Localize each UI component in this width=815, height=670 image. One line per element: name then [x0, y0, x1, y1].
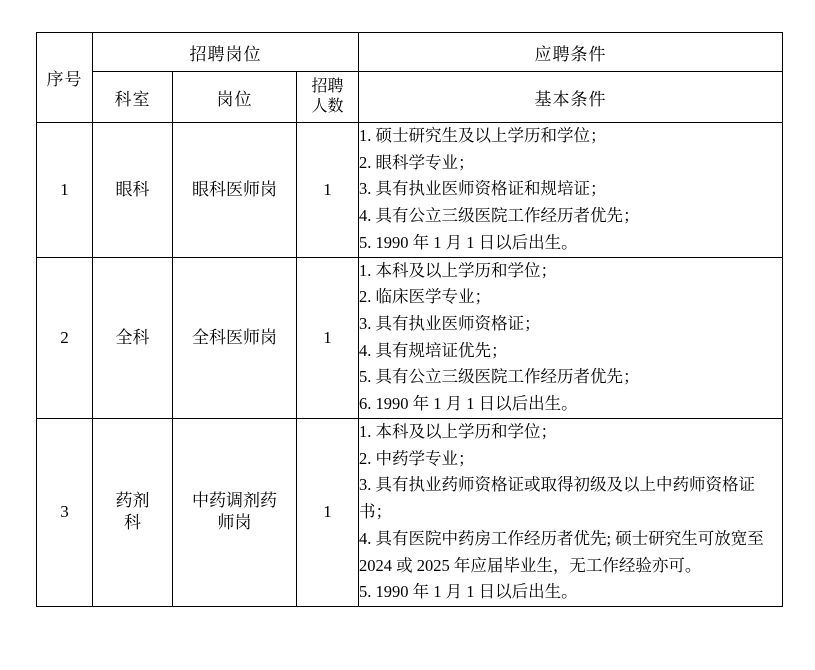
condition-line: 3. 具有执业药师资格证或取得初级及以上中药师资格证书；: [359, 475, 756, 522]
condition-line: 3. 具有执业医师资格证；: [359, 314, 541, 334]
row-count: 1: [297, 257, 359, 418]
condition-line: 5. 具有公立三级医院工作经历者优先；: [359, 367, 640, 387]
row-count: 1: [297, 418, 359, 606]
condition-line: 3. 具有执业医师资格证和规培证；: [359, 179, 607, 199]
row-seq: 3: [37, 418, 93, 606]
row-department: 眼科: [93, 123, 173, 258]
table-row: [37, 257, 783, 418]
row-department: [93, 418, 173, 606]
row-count: 1: [297, 123, 359, 258]
condition-line: 1. 硕士研究生及以上学历和学位；: [359, 126, 607, 145]
condition-line: 5. 1990 年 1 月 1 日以后出生。: [359, 232, 578, 252]
header-group-condition: 应聘条件: [359, 33, 783, 72]
row-department: 全科: [93, 257, 173, 418]
header-post: 岗位: [173, 72, 297, 123]
condition-line: 5. 1990 年 1 月 1 日以后出生。: [359, 582, 578, 602]
condition-line: 2. 眼科学专业；: [359, 152, 475, 172]
table-header-row-2: [37, 72, 783, 123]
table-row: [37, 418, 783, 606]
condition-line: 4. 具有医院中药房工作经历者优先; 硕士研究生可放宽至 2024 或 2025 年应届毕业生，无工作经验亦可。: [359, 528, 764, 575]
condition-line: 4. 具有规培证优先；: [359, 340, 508, 360]
header-seq: 序号: [37, 33, 93, 123]
row-department-line1: 药剂: [115, 491, 150, 511]
condition-line: 6. 1990 年 1 月 1 日以后出生。: [359, 394, 578, 414]
header-count: [297, 72, 359, 123]
row-department-line2: 科: [124, 513, 141, 533]
row-conditions: [359, 123, 783, 258]
row-conditions: [359, 257, 783, 418]
table-header-row-1: [37, 33, 783, 72]
header-count-line1: 招聘: [311, 78, 344, 95]
row-post-line1: 中药调剂药: [192, 491, 277, 511]
header-department: 科室: [93, 72, 173, 123]
header-count-line2: 人数: [311, 98, 344, 115]
condition-line: 2. 中药学专业；: [359, 448, 475, 468]
header-group-post: 招聘岗位: [93, 33, 359, 72]
table-row: [37, 123, 783, 258]
condition-line: 4. 具有公立三级医院工作经历者优先；: [359, 206, 640, 226]
row-seq: 1: [37, 123, 93, 258]
row-seq: 2: [37, 257, 93, 418]
row-post: 眼科医师岗: [173, 123, 297, 258]
condition-line: 2. 临床医学专业；: [359, 287, 492, 307]
recruitment-table: [36, 32, 783, 607]
row-post-line2: 师岗: [217, 513, 252, 533]
row-conditions: [359, 418, 783, 606]
condition-line: 1. 本科及以上学历和学位；: [359, 421, 558, 441]
header-basic-condition: 基本条件: [359, 72, 783, 123]
row-post: 全科医师岗: [173, 257, 297, 418]
row-post: [173, 418, 297, 606]
condition-line: 1. 本科及以上学历和学位；: [359, 260, 558, 280]
